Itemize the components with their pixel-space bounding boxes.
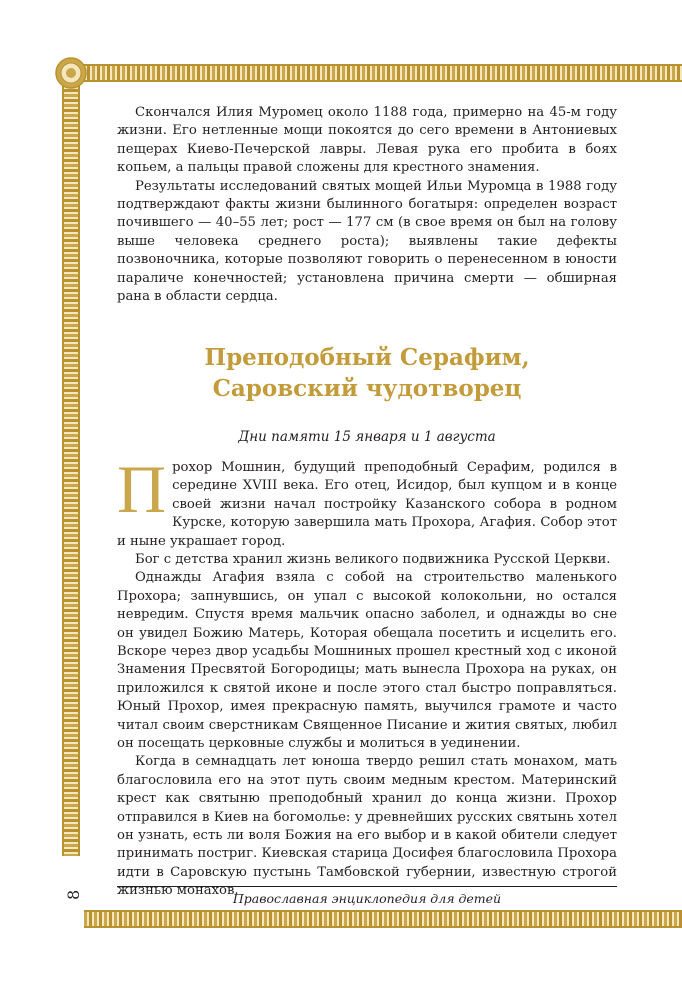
- ornamental-border-left: [62, 64, 80, 856]
- body-paragraph: Бог с детства хранил жизнь великого подвижника Русской Церкви.: [135, 551, 611, 567]
- section-title: [117, 342, 617, 404]
- first-paragraph-block: [117, 450, 617, 551]
- page-content: [117, 104, 617, 901]
- drop-cap: П: [117, 450, 167, 527]
- ornamental-border-top: [62, 64, 682, 82]
- body-paragraph: рохор Мошнин, будущий преподобный Серафим, родился в середине XVIII века. Его отец, Исидор, был купцом и в конце своей жизни начал постройку Казанского собора в родном Курске, которую завершила мать Прохора, Агафия. Собор этот и ныне украшает город.: [117, 459, 617, 549]
- section-title-line: Преподобный Серафим,: [204, 344, 530, 372]
- intro-paragraph: Результаты исследований святых мощей Ильи Муромца в 1988 году подтверждают факты жизни былинного богатыря: определен возраст почившего — 40–55 лет; рост — 177 см (в свое время он был на голову выше человека среднего роста); выявлены такие дефекты позвоночника, которые позволяют говорить о перенесенном в юности параличе конечностей; установлена причина смерти — обширная рана в области сердца.: [117, 178, 617, 305]
- memory-days: Дни памяти 15 января и 1 августа: [238, 429, 496, 446]
- intro-paragraph: Скончался Илия Муромец около 1188 года, примерно на 45-м году жизни. Его нетленные мощи покоятся до сего времени в Антониевых пещерах Киево-Печерской лавры. Левая рука его пробита в боях копьем, а пальцы правой сложены для крестного знамения.: [117, 105, 617, 176]
- corner-rosette-icon: [54, 56, 88, 90]
- body-paragraph: Однажды Агафия взяла с собой на строительство маленького Прохора; запнувшись, он упал с высокой колокольни, но остался невредим. Спустя время мальчик опасно заболел, и однажды во сне он увидел Божию Матерь, Которая обещала посетить и исцелить его. Вскоре через двор усадьбы Мошниных прошел крестный ход с иконой Знамения Пресвятой Богородицы; мать вынесла Прохора на руках, он приложился к святой иконе и после этого стал быстро поправляться. Юный Прохор, имея прекрасную память, выучился грамоте и часто читал своим сверстникам Священное Писание и жития святых, любил он посещать церковные службы и молиться в уединении.: [117, 570, 617, 751]
- footer-book-title: Православная энциклопедия для детей: [117, 886, 617, 906]
- page-number: 8: [64, 889, 83, 901]
- ornamental-border-bottom: [84, 910, 682, 928]
- section-title-line: Саровский чудотворец: [212, 375, 522, 403]
- body-paragraph: Когда в семнадцать лет юноша твердо решил стать монахом, мать благословила его на этот путь своим медным крестом. Материнский крест как святыню преподобный хранил до конца жизни. Прохор отправился в Киев на богомолье: у древнейших русских святынь хотел он узнать, есть ли воля Божия на его выбор и в какой обители следует принимать постриг. Киевская старица Досифея благословила Прохора идти в Саровскую пустынь Тамбовской губернии, известную строгой жизнью монахов.: [117, 754, 617, 899]
